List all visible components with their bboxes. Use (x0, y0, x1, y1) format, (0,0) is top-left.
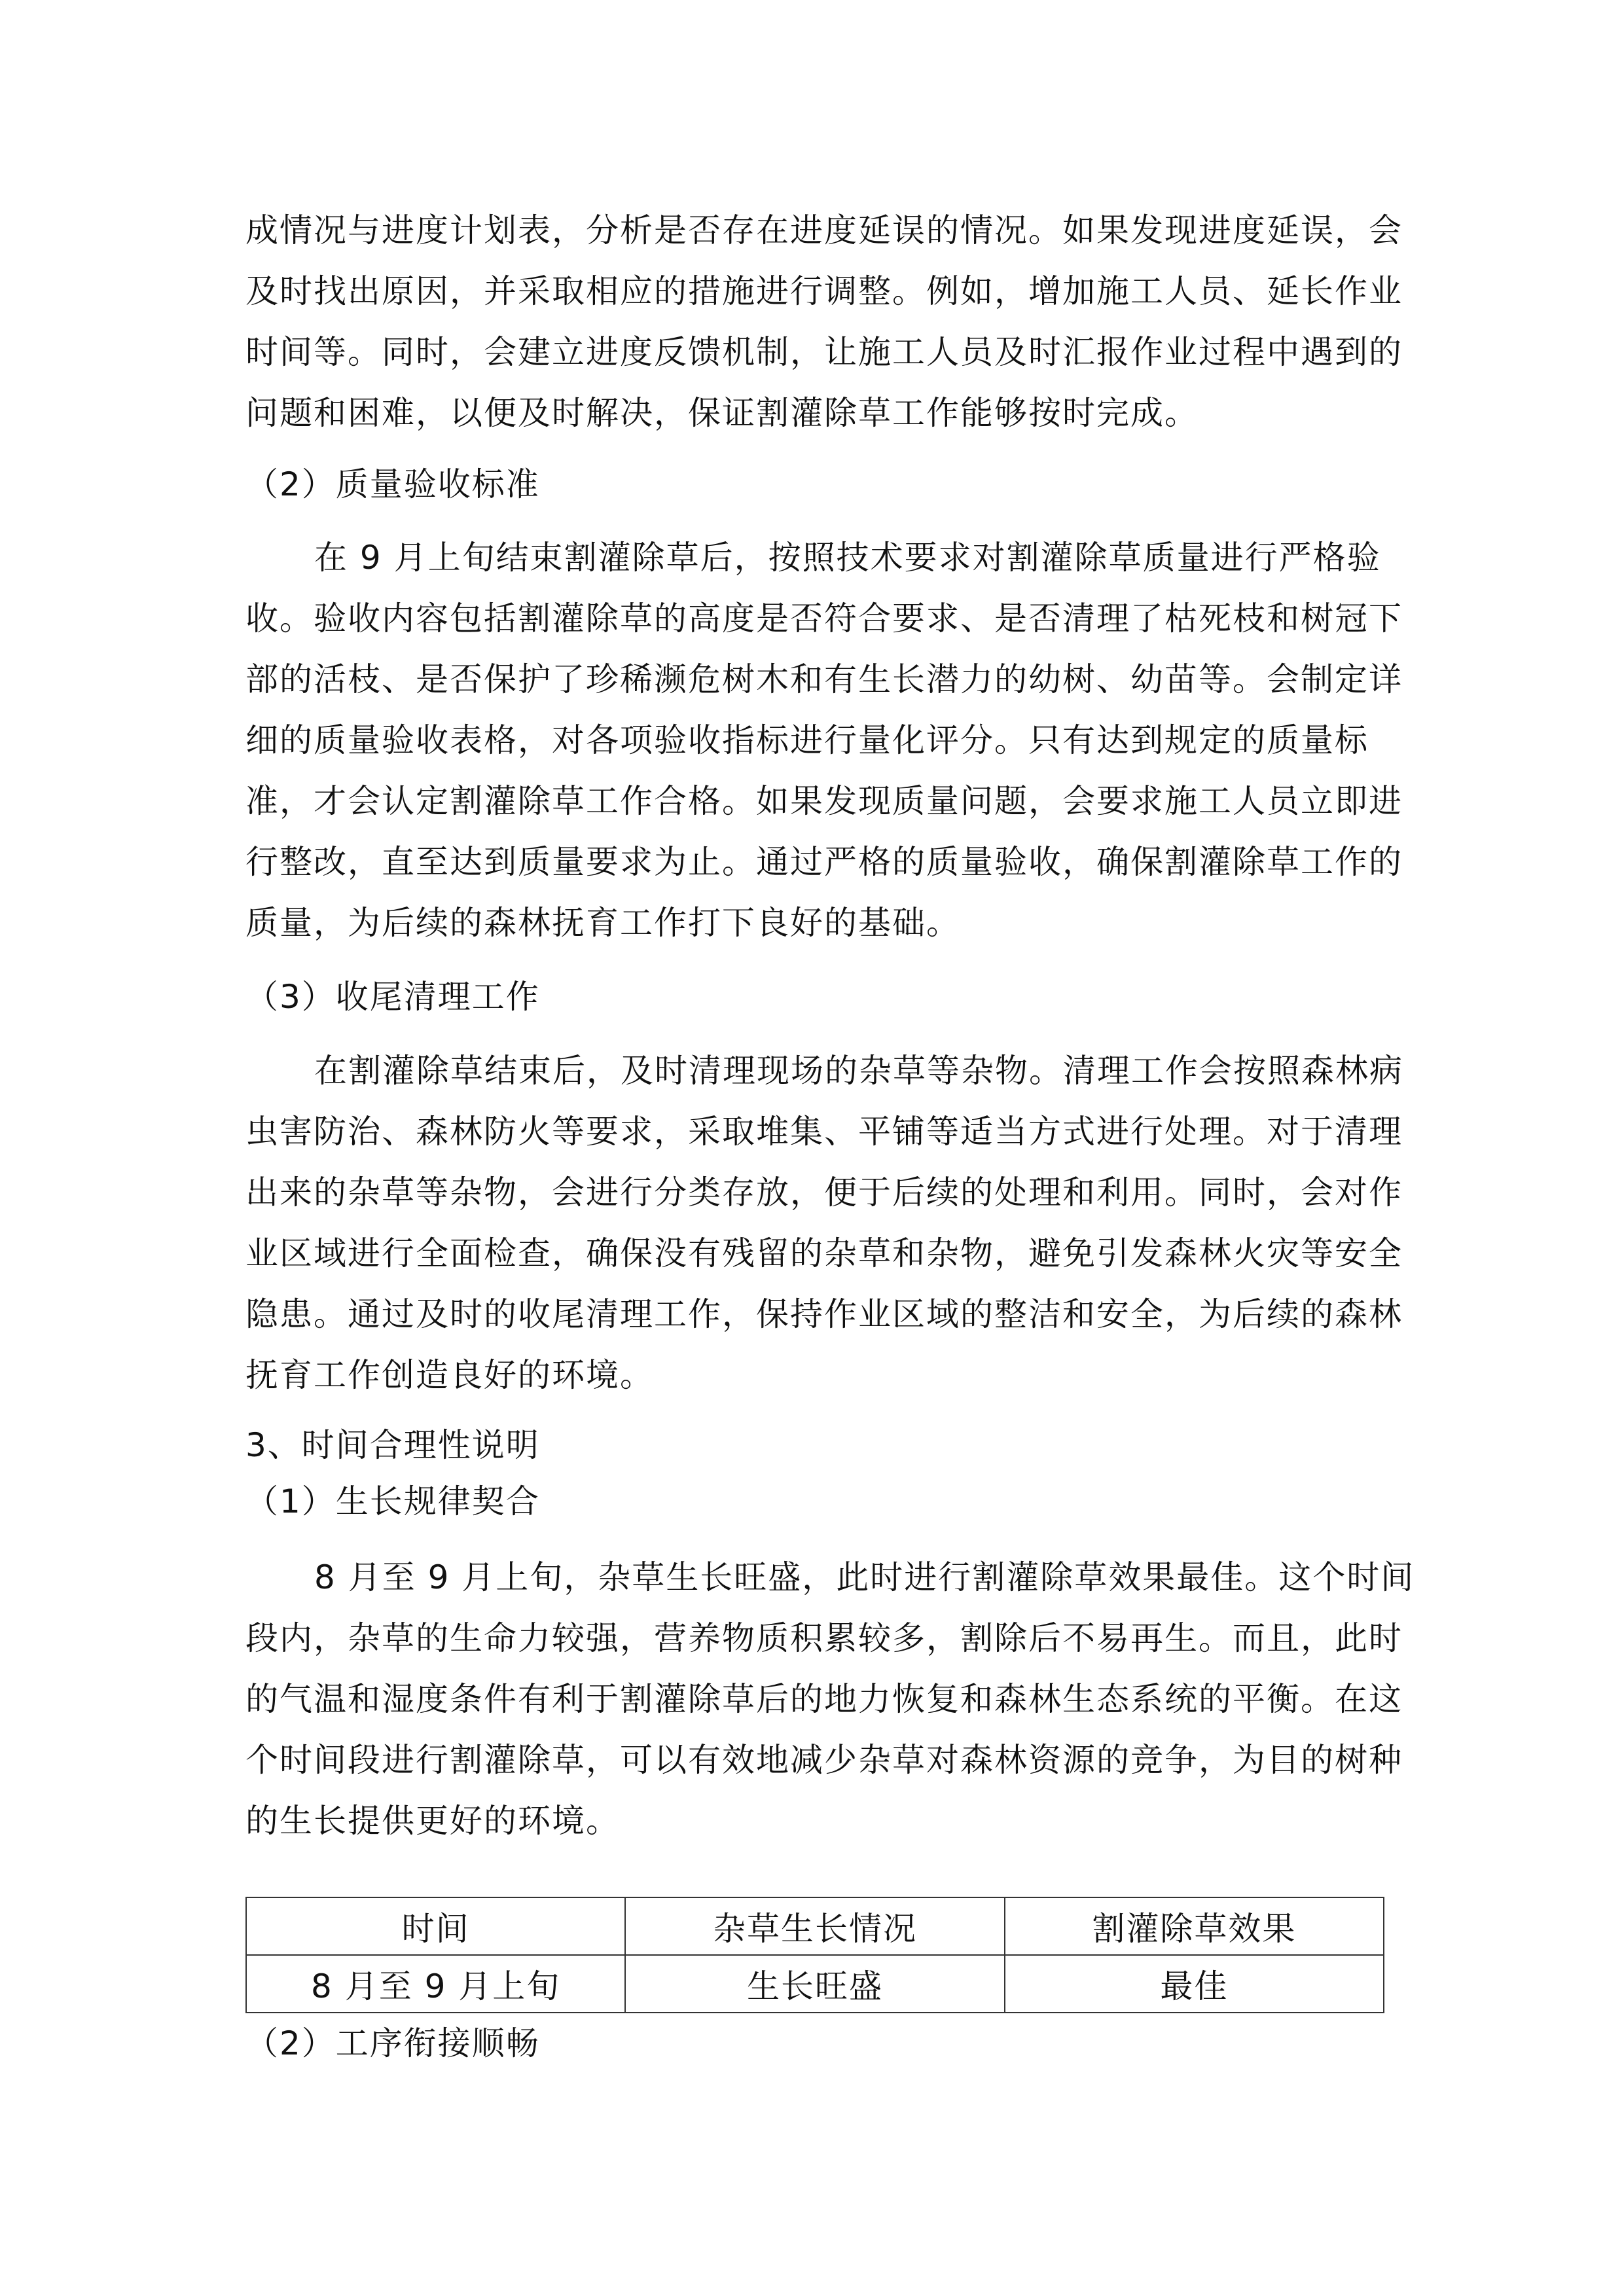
paragraph-line: 8 月至 9 月上旬，杂草生长旺盛，此时进行割灌除草效果最佳。这个时间 (314, 1558, 1415, 1596)
paragraph-line: 及时找出原因，并采取相应的措施进行调整。例如，增加施工人员、延长作业 (245, 272, 1403, 310)
table-header-cell: 时间 (246, 1897, 625, 1955)
section-heading: （1）生长规律契合 (245, 1482, 540, 1520)
table-header-row (246, 1897, 1384, 1955)
paragraph-line: 问题和困难，以便及时解决，保证割灌除草工作能够按时完成。 (245, 394, 1199, 432)
section-heading: （3）收尾清理工作 (245, 978, 540, 1016)
paragraph-line: 成情况与进度计划表，分析是否存在进度延误的情况。如果发现进度延误，会 (245, 211, 1403, 249)
paragraph-line: 隐患。通过及时的收尾清理工作，保持作业区域的整洁和安全，为后续的森林 (245, 1295, 1403, 1333)
section-heading: （2）质量验收标准 (245, 465, 540, 503)
table-row (246, 1955, 1384, 2013)
paragraph-line: 的生长提供更好的环境。 (245, 1802, 620, 1840)
data-table (245, 1897, 1384, 2013)
paragraph-line: 质量，为后续的森林抚育工作打下良好的基础。 (245, 904, 960, 942)
paragraph-line: 抚育工作创造良好的环境。 (245, 1356, 654, 1394)
paragraph-line: 细的质量验收表格，对各项验收指标进行量化评分。只有达到规定的质量标 (245, 721, 1369, 759)
table-header-cell: 割灌除草效果 (1005, 1897, 1384, 1955)
paragraph-line: 时间等。同时，会建立进度反馈机制，让施工人员及时汇报作业过程中遇到的 (245, 333, 1403, 371)
chapter-heading: 3、时间合理性说明 (245, 1426, 540, 1464)
paragraph-line: 个时间段进行割灌除草，可以有效地减少杂草对森林资源的竞争，为目的树种 (245, 1741, 1403, 1779)
paragraph-line: 准，才会认定割灌除草工作合格。如果发现质量问题，会要求施工人员立即进 (245, 782, 1403, 820)
paragraph-line: 出来的杂草等杂物，会进行分类存放，便于后续的处理和利用。同时，会对作 (245, 1174, 1403, 1211)
paragraph-line: 在 9 月上旬结束割灌除草后，按照技术要求对割灌除草质量进行严格验 (314, 539, 1381, 577)
paragraph-line: 行整改，直至达到质量要求为止。通过严格的质量验收，确保割灌除草工作的 (245, 843, 1403, 881)
table-cell: 最佳 (1005, 1955, 1384, 2013)
table-header-cell: 杂草生长情况 (625, 1897, 1004, 1955)
table-cell: 8 月至 9 月上旬 (246, 1955, 625, 2013)
section-heading: （2）工序衔接顺畅 (245, 2024, 540, 2062)
paragraph-line: 业区域进行全面检查，确保没有残留的杂草和杂物，避免引发森林火灾等安全 (245, 1234, 1403, 1272)
paragraph-line: 的气温和湿度条件有利于割灌除草后的地力恢复和森林生态系统的平衡。在这 (245, 1680, 1403, 1718)
paragraph-line: 部的活枝、是否保护了珍稀濒危树木和有生长潜力的幼树、幼苗等。会制定详 (245, 660, 1403, 698)
paragraph-line: 段内，杂草的生命力较强，营养物质积累较多，割除后不易再生。而且，此时 (245, 1619, 1403, 1657)
paragraph-line: 虫害防治、森林防火等要求，采取堆集、平铺等适当方式进行处理。对于清理 (245, 1113, 1403, 1151)
paragraph-line: 在割灌除草结束后，及时清理现场的杂草等杂物。清理工作会按照森林病 (314, 1052, 1403, 1090)
paragraph-line: 收。验收内容包括割灌除草的高度是否符合要求、是否清理了枯死枝和树冠下 (245, 600, 1403, 637)
table-cell: 生长旺盛 (625, 1955, 1004, 2013)
